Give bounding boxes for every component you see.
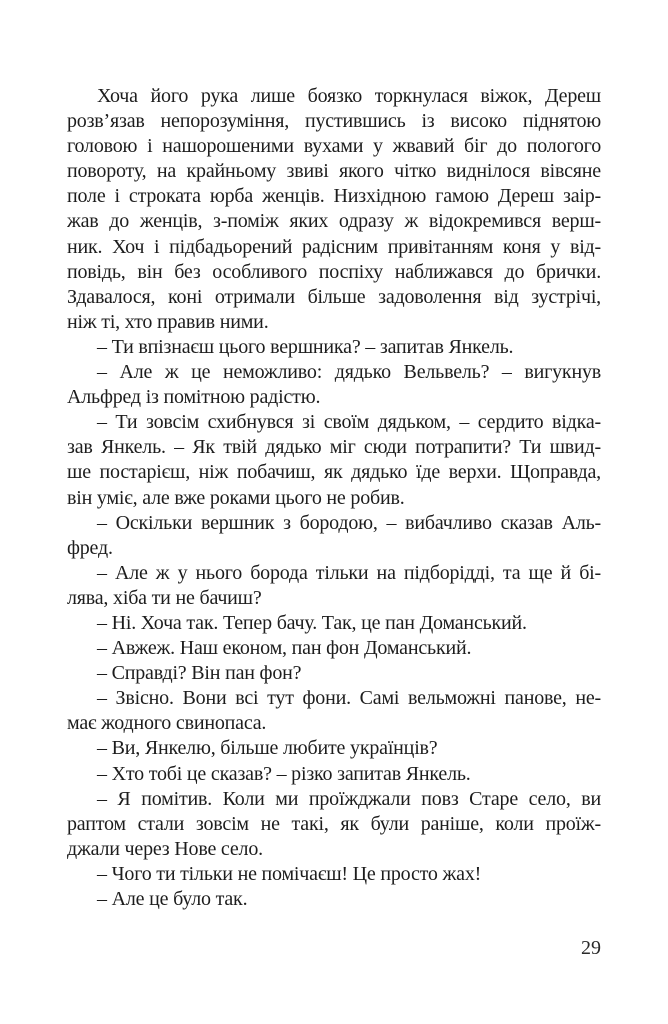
- text-line: – Хто тобі це сказав? – різко запитав Янкель.: [97, 762, 471, 785]
- text-line: жав до женців, з-поміж яких одразу ж відокремився верш-: [67, 210, 601, 233]
- text-line: він уміє, але вже роками цього не робив.: [67, 486, 405, 509]
- paragraph: [67, 787, 601, 862]
- text-line: Здавалося, коні отримали більше задоволення від зустрічі,: [67, 285, 601, 308]
- text-line: розв’язав непорозуміння, пустившись із високо піднятою: [67, 110, 601, 133]
- text-line: ніж ті, хто правив ними.: [67, 310, 269, 333]
- paragraph: [67, 862, 601, 887]
- text-line: повідь, він без особливого поспіху наближався до брички.: [67, 260, 601, 283]
- text-line: Альфред із помітною радістю.: [67, 386, 321, 409]
- text-line: Хоча його рука лише боязко торкнулася віжок, Дереш: [97, 85, 601, 107]
- text-line: – Але ж у нього борода тільки на підборідді, та ще й бі-: [97, 561, 601, 584]
- paragraph: [67, 561, 601, 611]
- text-line: – Авжеж. Наш економ, пан фон Доманський.: [97, 637, 472, 660]
- text-line: зав Янкель. – Як твій дядько міг сюди потрапити? Ти швид-: [67, 436, 601, 459]
- page-number: 29: [581, 937, 601, 959]
- text-line: ше постарієш, ніж побачиш, як дядько їде верхи. Щоправда,: [67, 461, 601, 484]
- text-line: – Але це було так.: [97, 888, 248, 910]
- paragraph: [67, 410, 601, 510]
- text-line: – Звісно. Вони всі тут фони. Самі вельможні панове, не-: [97, 687, 601, 710]
- text-line: фред.: [67, 536, 113, 559]
- paragraph: [67, 686, 601, 736]
- paragraph: [67, 611, 601, 636]
- paragraph: [67, 887, 601, 912]
- text-line: головою і нашорошеними вухами у жвавий біг до пологого: [67, 135, 601, 158]
- paragraph: [67, 736, 601, 761]
- text-line: повороту, на крайньому звиві якого чітко виднілося вівсяне: [67, 160, 601, 183]
- text-block: [67, 84, 601, 912]
- text-line: ник. Хоч і підбадьорений радісним привітанням коня у від-: [67, 235, 601, 258]
- paragraph: [67, 661, 601, 686]
- text-line: – Ви, Янкелю, більше любите українців?: [97, 737, 438, 760]
- text-line: джали через Нове село.: [67, 837, 263, 860]
- text-line: поле і строката юрба женців. Низхідною гамою Дереш заір-: [67, 185, 601, 208]
- paragraph: [67, 511, 601, 561]
- text-line: має жодного свинопаса.: [67, 712, 267, 735]
- text-line: раптом стали зовсім не такі, як були раніше, коли проїж-: [67, 812, 601, 835]
- paragraph: [67, 84, 601, 335]
- text-line: – Ти зовсім схибнувся зі своїм дядьком, – сердито відка-: [97, 411, 601, 434]
- text-line: – Чого ти тільки не помічаєш! Це просто жах!: [97, 862, 482, 885]
- text-line: – Ні. Хоча так. Тепер бачу. Так, це пан Доманський.: [97, 611, 527, 634]
- text-line: – Я помітив. Коли ми проїжджали повз Старе село, ви: [97, 787, 601, 810]
- text-line: – Справді? Він пан фон?: [97, 662, 302, 685]
- paragraph: [67, 360, 601, 410]
- text-line: – Але ж це неможливо: дядько Вельвель? – вигукнув: [97, 361, 601, 384]
- text-line: лява, хіба ти не бачиш?: [67, 586, 262, 609]
- text-line: – Оскільки вершник з бородою, – вибачливо сказав Аль-: [97, 511, 601, 534]
- paragraph: [67, 762, 601, 787]
- paragraph: [67, 636, 601, 661]
- text-line: – Ти впізнаєш цього вершника? – запитав Янкель.: [97, 335, 514, 358]
- paragraph: [67, 335, 601, 360]
